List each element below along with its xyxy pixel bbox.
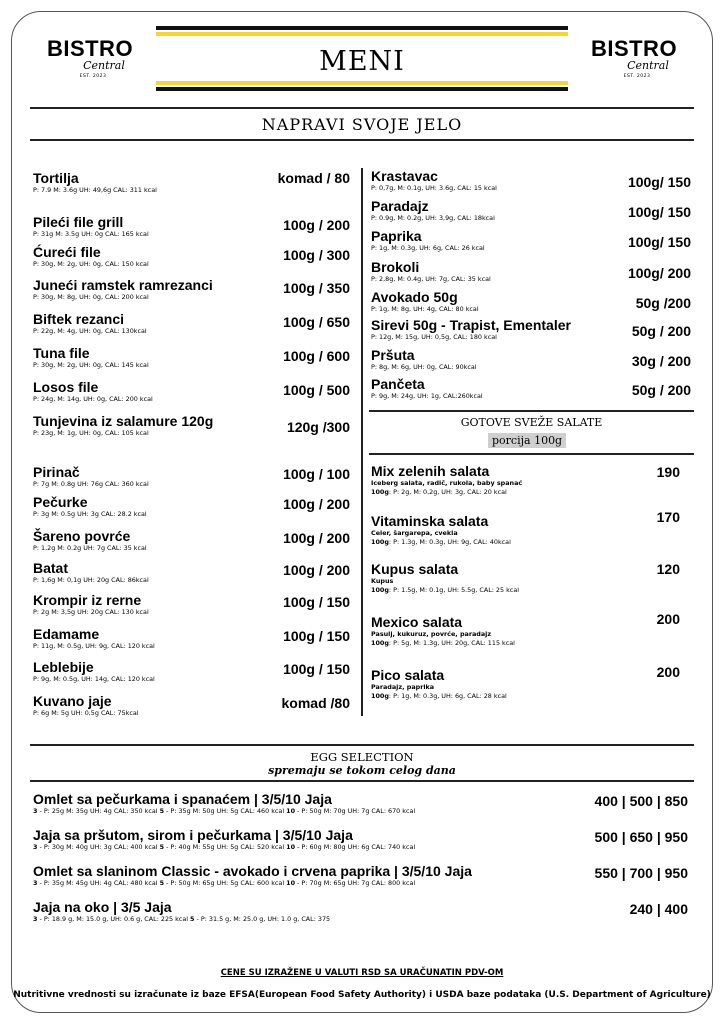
egg-nutrition-values: - P: 35g M: 50g UH: 5g CAL: 460 kcal	[164, 807, 287, 815]
menu-item	[33, 626, 155, 651]
egg-count: 3	[33, 843, 38, 851]
egg-count: 5	[159, 843, 165, 851]
salad-description: Celer, šargarepa, cvekla	[371, 529, 458, 537]
item-name: Pileći file grill	[33, 214, 124, 230]
menu-item	[33, 464, 149, 489]
item-name: Paprika	[371, 228, 422, 244]
menu-item	[371, 228, 485, 253]
item-price: 100g / 150	[283, 661, 350, 677]
egg-name: Omlet sa slaninom Classic - avokado i crvena paprika | 3/5/10 Jaja	[33, 863, 472, 879]
menu-item	[33, 379, 153, 404]
egg-nutrition-values: - P: 70g M: 65g UH: 7g CAL: 800 kcal	[295, 879, 416, 887]
salad-price: 200	[656, 664, 680, 680]
logo-left	[40, 38, 140, 86]
item-nutrition: P: 23g, M: 1g, UH: 0g, CAL: 105 kcal	[33, 429, 149, 437]
item-name: Tortilja	[33, 170, 79, 186]
egg-nutrition-values: - P: 30g M: 40g UH: 3g CAL: 400 kcal	[37, 843, 160, 851]
egg-count: 10	[286, 807, 296, 815]
item-price: 120g /300	[286, 419, 350, 435]
currency-note: CENE SU IZRAŽENE U VALUTI RSD SA URAČUNATIN PDV-OM	[220, 968, 504, 978]
salad-price: 170	[656, 509, 680, 525]
item-price: 50g /200	[635, 295, 691, 311]
item-nutrition: P: 3g M: 0.5g UH: 3g CAL: 28.2 kcal	[33, 510, 147, 518]
logo-brand: BISTRO	[46, 36, 134, 61]
salad-nutrition	[371, 538, 511, 547]
logo-script: Central	[627, 59, 669, 72]
item-name: Paradajz	[371, 198, 429, 214]
portion-weight: 100g	[371, 586, 389, 594]
egg-nutrition	[33, 879, 472, 888]
egg-count: 10	[286, 843, 296, 851]
item-nutrition: P: 1g, M: 8g, UH: 4g, CAL: 80 kcal	[371, 305, 479, 313]
item-price: 100g / 150	[283, 628, 350, 644]
item-name: Leblebije	[33, 659, 94, 675]
portion-weight: 100g	[371, 639, 389, 647]
item-nutrition: P: 24g, M: 14g, UH: 0g, CAL: 200 kcal	[33, 395, 153, 403]
item-price: 100g / 500	[283, 382, 350, 398]
item-price: 30g / 200	[631, 353, 691, 369]
salad-name: Vitaminska salata	[371, 513, 489, 529]
item-name: Brokoli	[371, 259, 420, 275]
nutrition-values: : P: 2g, M: 0,2g, UH: 3g, CAL: 20 kcal	[388, 488, 507, 496]
item-nutrition: P: 11g, M: 0.5g, UH: 9g, CAL: 120 kcal	[33, 642, 155, 650]
menu-item	[33, 311, 147, 336]
salads-title: GOTOVE SVEŽE SALATE	[460, 416, 603, 429]
item-name: Tuna file	[33, 345, 90, 361]
egg-subtitle: spremaju se tokom celog dana	[268, 764, 456, 777]
egg-price: 240 | 400	[629, 901, 688, 917]
item-name: Pečurke	[33, 494, 88, 510]
logo-est: EST. 2023	[79, 74, 107, 79]
salad-nutrition	[371, 692, 507, 701]
egg-name: Jaja na oko | 3/5 Jaja	[33, 899, 172, 915]
egg-title: EGG SELECTION	[310, 750, 414, 764]
salad-item	[371, 513, 511, 547]
egg-item	[33, 863, 472, 888]
salad-price: 120	[656, 561, 680, 577]
item-name: Sirevi 50g - Trapist, Ementaler	[371, 317, 571, 333]
portion-weight: 100g	[371, 538, 389, 546]
item-nutrition: P: 1,2g M: 0.2g UH: 7g CAL: 35 kcal	[33, 544, 147, 552]
item-price: 100g/ 150	[627, 204, 691, 220]
egg-count: 5	[190, 915, 195, 923]
menu-item	[371, 376, 483, 401]
salad-price: 190	[656, 464, 680, 480]
salad-name: Kupus salata	[371, 561, 459, 577]
item-name: Edamame	[33, 626, 100, 642]
portion-weight: 100g	[371, 692, 389, 700]
item-nutrition: P: 12g, M: 15g, UH: 0,5g, CAL: 180 kcal	[371, 333, 497, 341]
menu-item	[33, 494, 147, 519]
menu-item	[33, 659, 155, 684]
egg-count: 3	[33, 807, 38, 815]
item-nutrition: P: 30g, M: 2g, UH: 0g, CAL: 150 kcal	[33, 260, 149, 268]
item-price: 100g / 350	[283, 280, 350, 296]
salad-nutrition	[371, 639, 515, 648]
egg-nutrition-values: - P: 35g M: 45g UH: 4g CAL: 480 kcal	[37, 879, 160, 887]
item-name: Pršuta	[371, 347, 415, 363]
item-nutrition: P: 0,7g, M: 0.1g, UH: 3.6g, CAL: 15 kcal	[371, 184, 497, 192]
portion-weight: 100g	[371, 488, 389, 496]
item-name: Pirinač	[33, 464, 80, 480]
item-price: komad / 80	[277, 170, 350, 186]
item-nutrition: P: 1g, M: 0.3g, UH: 6g, CAL: 26 kcal	[371, 244, 485, 252]
salad-item	[371, 463, 522, 497]
logo-script: Central	[83, 59, 125, 72]
title-box	[156, 26, 568, 91]
item-price: 100g / 200	[283, 562, 350, 578]
egg-count: 5	[159, 807, 165, 815]
egg-count: 5	[159, 879, 165, 887]
menu-item	[371, 347, 477, 372]
item-nutrition: P: 22g, M: 4g, UH: 0g, CAL: 130kcal	[33, 327, 147, 335]
egg-count: 10	[286, 879, 296, 887]
menu-item	[33, 413, 213, 438]
item-price: 100g/ 150	[627, 174, 691, 190]
salads-portion: porcija 100g	[488, 433, 566, 448]
item-nutrition: P: 2g M: 3,5g UH: 20g CAL: 130 kcal	[33, 608, 149, 616]
egg-nutrition	[33, 915, 330, 924]
logo-brand: BISTRO	[590, 36, 678, 61]
item-nutrition: P: 7.9 M: 3.6g UH: 49,6g CAL: 311 kcal	[33, 186, 157, 194]
egg-nutrition-values: - P: 31.5 g, M: 25.0 g, UH: 1.0 g, CAL: 375	[194, 915, 331, 923]
salad-description: Kupus	[371, 577, 394, 585]
item-price: 100g/ 200	[627, 265, 691, 281]
menu-item	[371, 317, 571, 342]
item-nutrition: P: 9g, M: 0.5g, UH: 14g, CAL: 120 kcal	[33, 675, 155, 683]
egg-nutrition-values: - P: 60g M: 80g UH: 6g CAL: 740 kcal	[295, 843, 416, 851]
item-name: Juneći ramstek ramrezanci	[33, 277, 213, 293]
salad-item	[371, 561, 519, 595]
item-price: 100g / 200	[283, 217, 350, 233]
menu-item	[33, 277, 213, 302]
page-title: MENI	[319, 46, 405, 77]
menu-item	[371, 168, 497, 193]
egg-item	[33, 791, 415, 816]
menu-item	[33, 214, 149, 239]
section-heading: NAPRAVI SVOJE JELO	[261, 115, 463, 134]
item-price: 100g / 650	[283, 314, 350, 330]
egg-nutrition-values: - P: 40g M: 55g UH: 5g CAL: 520 kcal	[164, 843, 287, 851]
item-price: 100g / 200	[283, 496, 350, 512]
salad-nutrition	[371, 586, 519, 595]
item-nutrition: P: 31g M: 3.5g UH: 0g CAL: 165 kcal	[33, 230, 149, 238]
egg-nutrition	[33, 807, 415, 816]
salad-description: Iceberg salata, radič, rukola, baby spanać	[371, 479, 523, 487]
egg-count: 3	[33, 915, 38, 923]
egg-nutrition-values: - P: 50g M: 70g UH: 7g CAL: 670 kcal	[295, 807, 416, 815]
item-name: Avokado 50g	[371, 289, 458, 305]
item-nutrition: P: 6g M: 5g UH: 0,5g CAL: 75kcal	[33, 709, 139, 717]
item-price: 100g / 150	[283, 594, 350, 610]
column-divider	[361, 168, 363, 716]
egg-name: Omlet sa pečurkama i spanaćem | 3/5/10 Jaja	[33, 791, 332, 807]
item-nutrition: P: 0.9g, M: 0.2g, UH: 3,9g, CAL: 18kcal	[371, 214, 495, 222]
logo-est: EST. 2023	[623, 74, 651, 79]
nutrition-values: : P: 1.3g, M: 0.3g, UH: 9g, CAL: 40kcal	[388, 538, 511, 546]
item-name: Krompir iz rerne	[33, 592, 142, 608]
egg-nutrition-values: - P: 18.9 g, M: 15.0 g, UH: 0.6 g, CAL: 225 kcal	[37, 915, 191, 923]
egg-nutrition-values: - P: 25g M: 35g UH: 4g CAL: 350 kcal	[37, 807, 160, 815]
egg-name: Jaja sa pršutom, sirom i pečurkama | 3/5/10 Jaja	[33, 827, 353, 843]
egg-nutrition	[33, 843, 415, 852]
item-price: komad /80	[281, 695, 350, 711]
item-name: Pančeta	[371, 376, 425, 392]
menu-item	[371, 289, 479, 314]
egg-price: 500 | 650 | 950	[594, 829, 688, 845]
nutrition-source-note: Nutritivne vrednosti su izračunate iz baze EFSA(European Food Safety Authority) i USDA baze podataka (U.S. Department of Agriculture)	[13, 990, 711, 1000]
item-price: 50g / 200	[631, 382, 691, 398]
item-price: 100g/ 150	[627, 234, 691, 250]
menu-item	[33, 345, 149, 370]
salad-description: Paradajz, paprika	[371, 683, 435, 691]
salad-name: Mexico salata	[371, 614, 463, 630]
menu-item	[33, 592, 149, 617]
item-name: Ćureći file	[33, 244, 101, 260]
item-price: 50g / 200	[631, 323, 691, 339]
item-name: Kuvano jaje	[33, 693, 112, 709]
item-price: 100g / 600	[283, 348, 350, 364]
salad-nutrition	[371, 488, 522, 497]
salad-description: Pasulj, kukuruz, povrće, paradajz	[371, 630, 492, 638]
nutrition-values: : P: 5g, M: 1.3g, UH: 20g, CAL: 115 kcal	[388, 639, 515, 647]
salad-name: Pico salata	[371, 667, 445, 683]
item-nutrition: P: 30g, M: 8g, UH: 0g, CAL: 200 kcal	[33, 293, 149, 301]
item-nutrition: P: 8g, M: 6g, UH: 0g, CAL: 90kcal	[371, 363, 477, 371]
item-name: Batat	[33, 560, 69, 576]
menu-item	[33, 170, 157, 195]
nutrition-values: : P: 1.5g, M: 0.1g, UH: 5.5g, CAL: 25 kcal	[388, 586, 520, 594]
item-price: 100g / 200	[283, 530, 350, 546]
item-nutrition: P: 1,6g M: 0,1g UH: 20g CAL: 86kcal	[33, 576, 149, 584]
item-nutrition: P: 30g, M: 2g, UH: 0g, CAL: 145 kcal	[33, 361, 149, 369]
egg-price: 550 | 700 | 950	[594, 865, 688, 881]
item-nutrition: P: 2,8g, M: 0.4g, UH: 7g, CAL: 35 kcal	[371, 275, 491, 283]
item-name: Krastavac	[371, 168, 438, 184]
nutrition-values: : P: 1g, M: 0.3g, UH: 6g, CAL: 28 kcal	[388, 692, 507, 700]
logo-right	[584, 38, 684, 86]
menu-item	[33, 560, 149, 585]
egg-nutrition-values: - P: 50g M: 65g UH: 5g CAL: 600 kcal	[164, 879, 287, 887]
salad-item	[371, 667, 507, 701]
menu-item	[33, 244, 149, 269]
item-name: Losos file	[33, 379, 99, 395]
item-price: 100g / 300	[283, 247, 350, 263]
menu-item	[371, 198, 495, 223]
item-price: 100g / 100	[283, 466, 350, 482]
menu-item	[33, 693, 139, 718]
item-name: Biftek rezanci	[33, 311, 125, 327]
item-nutrition: P: 9g, M: 24g, UH: 1g, CAL:260kcal	[371, 392, 483, 400]
egg-item	[33, 899, 330, 924]
salad-price: 200	[656, 611, 680, 627]
egg-price: 400 | 500 | 850	[594, 793, 688, 809]
item-nutrition: P: 7g M: 0.8g UH: 76g CAL: 360 kcal	[33, 480, 149, 488]
item-name: Šareno povrće	[33, 528, 131, 544]
menu-item	[371, 259, 491, 284]
salad-item	[371, 614, 515, 648]
item-name: Tunjevina iz salamure 120g	[33, 413, 214, 429]
salad-name: Mix zelenih salata	[371, 463, 490, 479]
egg-count: 3	[33, 879, 38, 887]
egg-item	[33, 827, 415, 852]
menu-item	[33, 528, 147, 553]
